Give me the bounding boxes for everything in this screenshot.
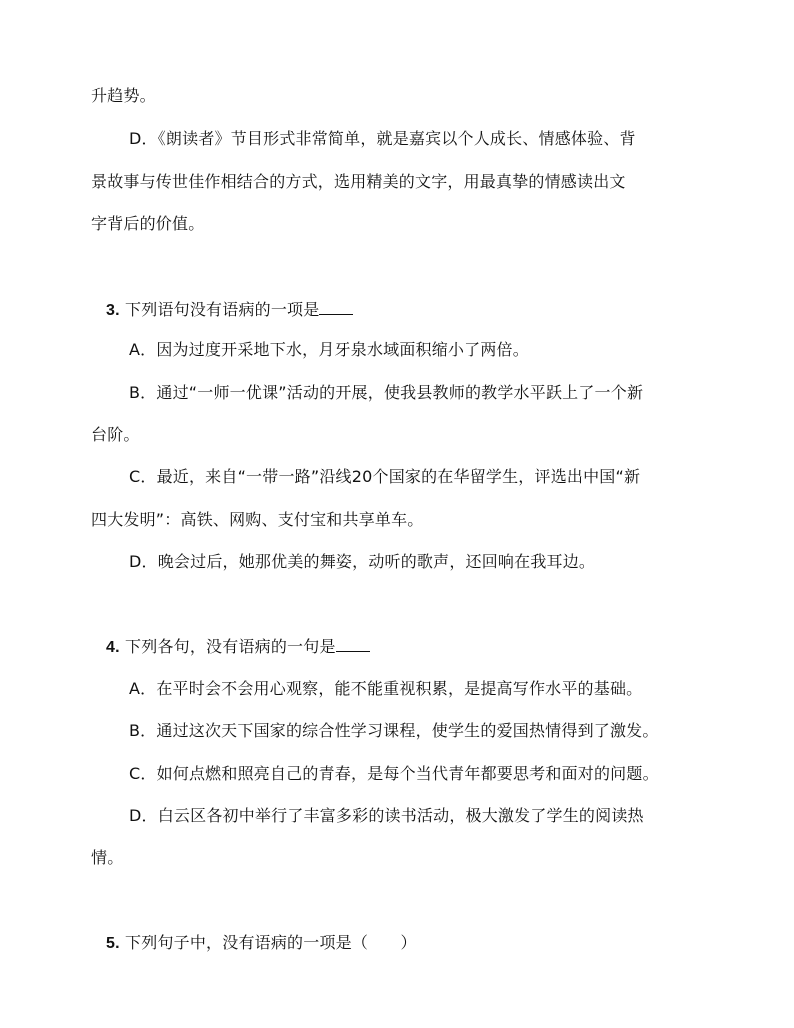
- question-3-number: 3.: [106, 302, 120, 319]
- question-4-option-a: A．在平时会不会用心观察，能不能重视积累，是提高写作水平的基础。: [129, 679, 643, 698]
- question-4-option-d-line-1: D．白云区各初中举行了丰富多彩的读书活动，极大激发了学生的阅读热: [129, 806, 644, 825]
- answer-blank: [319, 300, 353, 315]
- continuation-text: 升趋势。: [91, 86, 156, 105]
- question-5-text: 下列句子中，没有语病的一项是（ ）: [125, 933, 417, 952]
- question-3-option-c-line-1: C．最近，来自“一带一路”沿线20个国家的在华留学生，评选出中国“新: [129, 467, 641, 486]
- question-4-option-b: B．通过这次天下国家的综合性学习课程，使学生的爱国热情得到了激发。: [129, 721, 659, 740]
- question-3-option-b-line-1: B．通过“一师一优课”活动的开展，使我县教师的教学水平跃上了一个新: [129, 383, 644, 402]
- question-3-text: 下列语句没有语病的一项是: [125, 300, 320, 319]
- question-4-option-c: C．如何点燃和照亮自己的青春，是每个当代青年都要思考和面对的问题。: [129, 764, 659, 783]
- prev-option-d-line-1: D．《朗读者》节目形式非常简单，就是嘉宾以个人成长、情感体验、背: [129, 129, 636, 148]
- question-4-number: 4.: [106, 639, 120, 656]
- prev-option-d-line-2: 景故事与传世佳作相结合的方式，选用精美的文字，用最真挚的情感读出文: [91, 172, 626, 191]
- question-3-stem: [106, 300, 353, 321]
- question-5-number: 5.: [106, 935, 120, 952]
- prev-option-d-line-3: 字背后的价值。: [91, 214, 205, 233]
- question-3-option-d: D．晚会过后，她那优美的舞姿，动听的歌声，还回响在我耳边。: [129, 552, 596, 571]
- question-4-option-d-line-2: 情。: [91, 848, 124, 867]
- question-3-option-b-line-2: 台阶。: [91, 425, 140, 444]
- question-3-option-c-line-2: 四大发明”：高铁、网购、支付宝和共享单车。: [91, 510, 424, 529]
- question-4-text: 下列各句，没有语病的一句是: [125, 637, 336, 656]
- question-4-stem: [106, 637, 370, 658]
- answer-blank: [336, 637, 370, 652]
- question-5-stem: [106, 933, 417, 954]
- question-3-option-a: A．因为过度开采地下水，月牙泉水域面积缩小了两倍。: [129, 340, 529, 359]
